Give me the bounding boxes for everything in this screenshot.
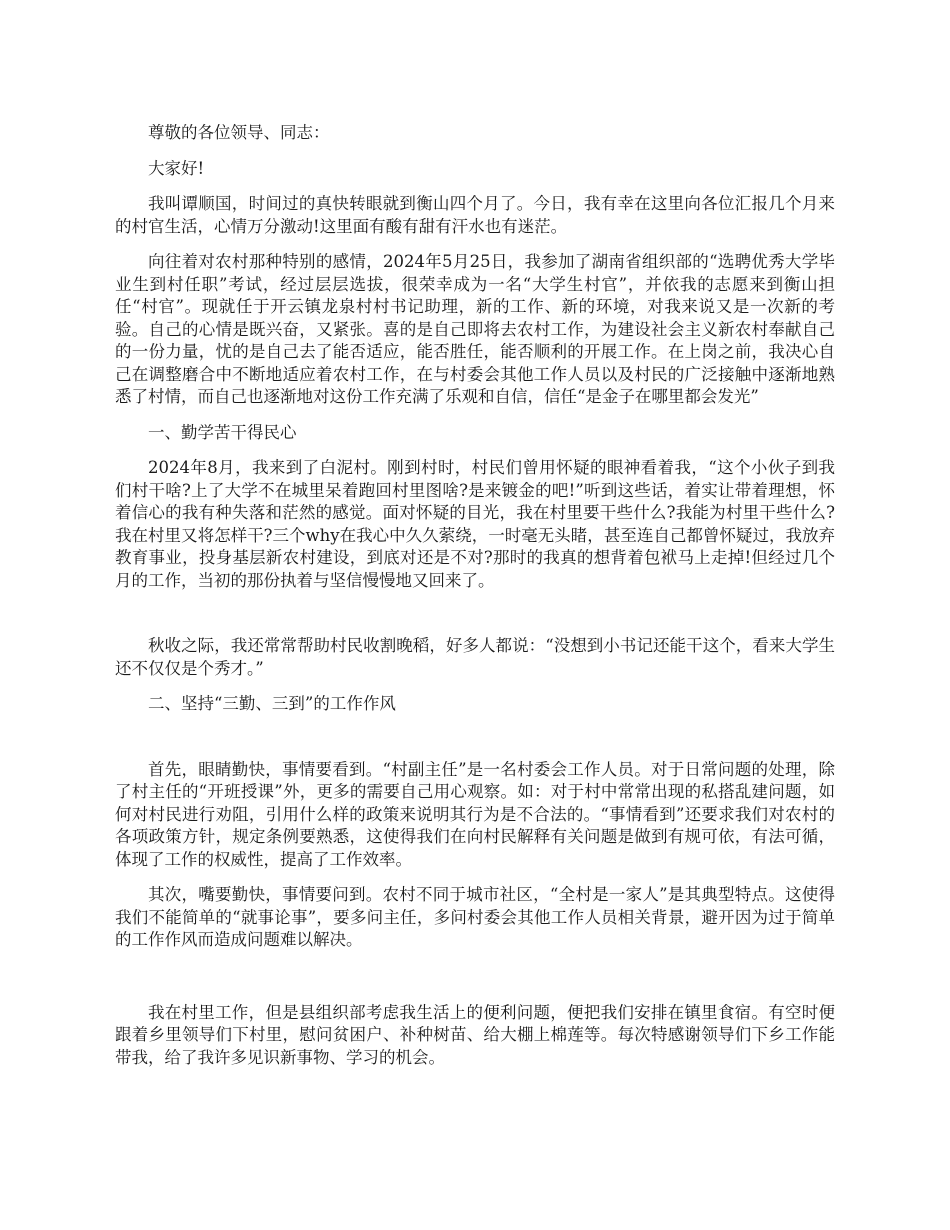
document-body	[115, 122, 835, 1082]
paragraph-second: 其次，嘴要勤快，事情要问到。农村不同于城市社区，“全村是一家人”是其典型特点。这使得我们不能简单的“就事论事”，要多问主任，多问村委会其他工作人员相关背景，避开因为过于简单的工作作风而造成问题难以解决。	[115, 885, 835, 949]
paragraph-accommodation: 我在村里工作，但是县组织部考虑我生活上的便利问题，便把我们安排在镇里食宿。有空时便跟着乡里领导们下村里，慰问贫困户、补种树苗、给大棚上棉莲等。每次特感谢领导们下乡工作能带我，给了我许多见识新事物、学习的机会。	[115, 1002, 835, 1067]
paragraph-first: 首先，眼睛勤快，事情要看到。“村副主任”是一名村委会工作人员。对于日常问题的处理，除了村主任的“开班授课”外，更多的需要自己用心观察。如：对于村中常常出现的私搭乱建问题，如何对村民进行劝阻，引用什么样的政策来说明其行为是不合法的。“事情看到”还要求我们对农村的各项政策方针，规定条例要熟悉，这使得我们在向村民解释有关问题是做到有规可依，有法可循，体现了工作的权威性，提高了工作效率。	[115, 759, 835, 869]
paragraph-intro: 我叫谭顺国，时间过的真快转眼就到衡山四个月了。今日，我有幸在这里向各位汇报几个月来的村官生活，心情万分激动!这里面有酸有甜有汗水也有迷茫。	[115, 194, 835, 236]
paragraph-arrival: 2024年8月，我来到了白泥村。刚到村时，村民们曾用怀疑的眼神看着我，“这个小伙子到我们村干啥?上了大学不在城里呆着跑回村里图啥?是来镀金的吧!”听到这些话，着实让带着理想，怀着信心的我有种失落和茫然的感觉。面对怀疑的目光，我在村里要干些什么?我能为村里干些什么?我在村里又将怎样干?三个why在我心中久久萦绕，一时毫无头睹，甚至连自己都曾怀疑过，我放弃教育事业，投身基层新农村建设，到底对还是不对?那时的我真的想背着包袱马上走掉!但经过几个月的工作，当初的那份执着与坚信慢慢地又回来了。	[115, 458, 835, 590]
salutation: 尊敬的各位领导、同志：	[148, 123, 330, 142]
paragraph-harvest: 秋收之际，我还常常帮助村民收割晚稻，好多人都说：“没想到小书记还能干这个，看来大学生还不仅仅是个秀才。”	[115, 636, 835, 678]
greeting: 大家好!	[148, 158, 205, 178]
paragraph-background: 向往着对农村那种特别的感情，2024年5月25日，我参加了湖南省组织部的“选聘优秀大学毕业生到村任职”考试，经过层层选拔，很荣幸成为一名“大学生村官”，并依我的志愿来到衡山担任“村官”。现就任于开云镇龙泉村村书记助理，新的工作、新的环境，对我来说又是一次新的考验。自己的心情是既兴奋，又紧张。喜的是自己即将去农村工作，为建设社会主义新农村奉献自己的一份力量，忧的是自己去了能否适应，能否胜任，能否顺利的开展工作。在上岗之前，我决心自己在调整磨合中不断地适应着农村工作，在与村委会其他工作人员以及村民的广泛接触中逐渐地熟悉了村情，而自己也逐渐地对这份工作充满了乐观和自信，信任“是金子在哪里都会发光”	[115, 252, 835, 406]
section-heading-1: 一、勤学苦干得民心	[148, 422, 297, 442]
section-heading-2: 二、坚持“三勤、三到”的工作作风	[148, 694, 396, 713]
